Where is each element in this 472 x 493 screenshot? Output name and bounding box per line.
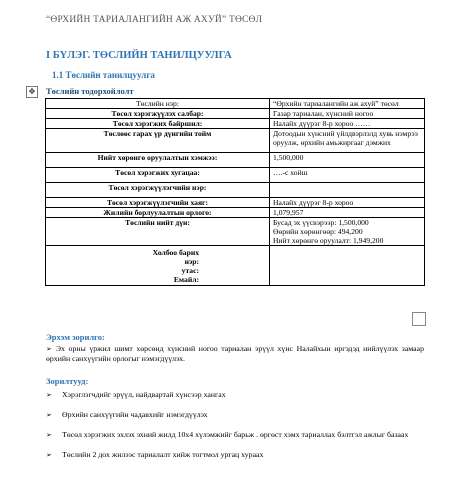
table-key-cell[interactable]: Төсөл хэрэгжүүлэгчийн нэр: (46, 183, 270, 198)
table-value-cell[interactable]: Дотоодын хүнсний үйлдвэрлэлд хувь нэмрээ оруулж, өрхийн амьжиргааг дэмжих (270, 129, 425, 153)
list-item (46, 390, 424, 400)
document-header-title: “ӨРХИЙН ТАРИАЛАНГИЙН АЖ АХУЙ” ТӨСӨЛ (46, 15, 263, 25)
table-move-handle-icon[interactable]: ✥ (26, 86, 38, 98)
table-value-cell[interactable]: “Өрхийн тариалангийн аж ахуй” төсөл (270, 99, 425, 109)
table-row (46, 208, 425, 218)
table-row (46, 218, 425, 246)
project-info-table (45, 98, 425, 286)
contact-email-label: Емайл: (173, 275, 199, 284)
table-key-cell[interactable]: Төсөл хэрэгжүүлэгчийн хаяг: (46, 198, 270, 208)
arrow-bullet-icon: ➢ (46, 391, 52, 399)
table-value-cell[interactable]: Налайх дүүрэг 8-р хороо …… (270, 119, 425, 129)
table-value-cell[interactable] (270, 183, 425, 198)
objective-text: Өрхийн санхүүгийн чадавхийг нэмэгдүүлэх (62, 410, 208, 419)
total-line-other-sources: Бусад эх үүсвэрээр: 1,500,000 (273, 218, 369, 227)
table-value-cell[interactable]: 1,079,957 (270, 208, 425, 218)
table-key-cell[interactable]: Нийт хөрөнгө оруулалтын хэмжээ: (46, 153, 270, 168)
total-line-own-funds: Өөрийн хөрөнгөөр: 494,200 (273, 227, 363, 236)
table-key-cell[interactable]: Жилийн борлуулалтын орлого: (46, 208, 270, 218)
table-resize-handle[interactable] (412, 312, 426, 326)
table-value-cell[interactable] (270, 218, 425, 246)
contact-key-cell[interactable] (46, 246, 270, 286)
contact-value-cell[interactable] (270, 246, 425, 286)
table-row (46, 99, 425, 109)
arrow-bullet-icon: ➢ (46, 431, 52, 439)
table-value-cell[interactable]: ….-с хойш (270, 168, 425, 183)
table-value-cell[interactable]: Налайх дүүрэг 8-р хороо (270, 198, 425, 208)
arrow-bullet-icon: ➢ (46, 451, 52, 459)
table-row (46, 198, 425, 208)
table-row (46, 246, 425, 286)
list-item (46, 410, 424, 420)
table-row (46, 129, 425, 153)
table-row (46, 109, 425, 119)
goal-text: Эх орны үржил шимт хөрсөнд хүнсний ногоо тариалан эрүүл хүнс Налайхын иргэдэд нийлүүлэх замаар өрхийн санхүүгийн орлогыг нэмэгдүүлэх. (46, 344, 424, 363)
arrow-bullet-icon: ➢ (46, 345, 52, 353)
table-caption: Төслийн тодорхойлолт (46, 86, 134, 96)
objectives-label: Зорилтууд: (46, 376, 89, 386)
table-key-cell[interactable]: Төсөл хэрэгжүүлэх салбар: (46, 109, 270, 119)
table-row (46, 153, 425, 168)
list-item (46, 450, 424, 460)
list-item (46, 430, 424, 440)
contact-name-label: нэр: (184, 257, 199, 266)
subsection-heading: 1.1 Төслийн танилцуулга (52, 70, 155, 80)
table-row (46, 168, 425, 183)
objective-text: Төсөл хэрэгжих эхлэх эхний жилд 10х4 хүлэмжийг барьж . өргөст хэмх тариаллах бэлтгэл ажлыг базаах (62, 430, 409, 439)
table-key-cell[interactable]: Төслийн нийт дүн: (46, 218, 270, 246)
contact-phone-label: утас: (181, 266, 199, 275)
goal-label: Эрхэм зорилго: (46, 332, 105, 342)
table-key-cell[interactable]: Төслийн нэр: (46, 99, 270, 109)
contact-label: Холбоо барих (152, 248, 199, 257)
table-key-cell[interactable]: Төсөл хэрэгжих байршил: (46, 119, 270, 129)
arrow-bullet-icon: ➢ (46, 411, 52, 419)
section-heading: I БҮЛЭГ. ТӨСЛИЙН ТАНИЛЦУУЛГА (46, 50, 232, 61)
table-value-cell[interactable]: 1,500,000 (270, 153, 425, 168)
total-line-total-investment: Нийт хөрөнгө оруулалт: 1,949,200 (273, 236, 384, 245)
table-key-cell[interactable]: Төслөөс гарах үр дүнгийн тойм (46, 129, 270, 153)
goal-paragraph (46, 344, 424, 364)
table-row (46, 119, 425, 129)
objective-text: Төслийн 2 дох жилээс тариалалт хийж тогтмол ургац хураах (62, 450, 264, 459)
table-value-cell[interactable]: Газар тариалан, хүнсний ногоо (270, 109, 425, 119)
table-key-cell[interactable]: Төсөл хэрэгжих хугацаа: (46, 168, 270, 183)
objectives-list (46, 390, 424, 470)
objective-text: Хэрэглэгчдийг эрүүл, найдвартай хүнсээр хангах (62, 390, 226, 399)
table-row (46, 183, 425, 198)
